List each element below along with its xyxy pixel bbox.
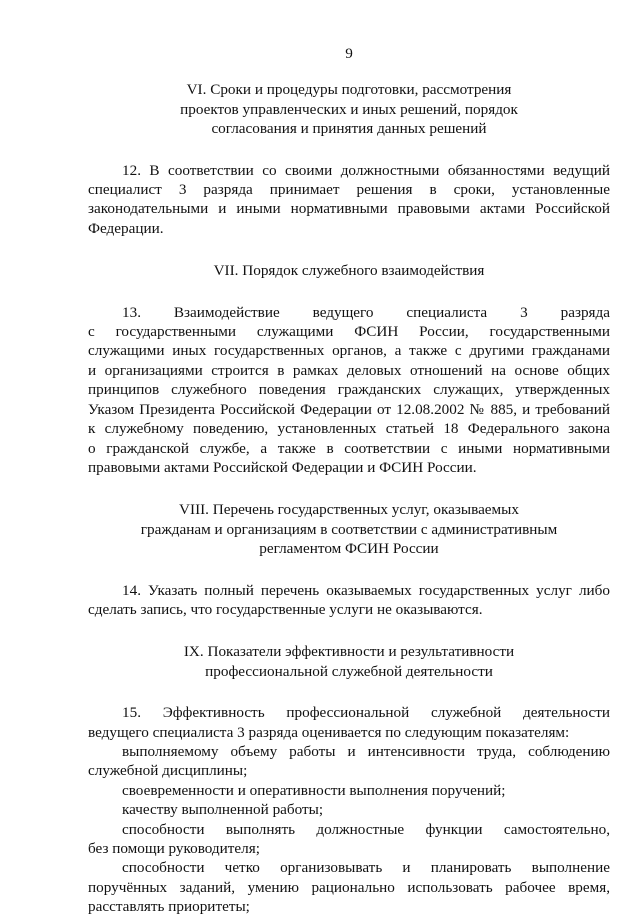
list-item [88, 858, 610, 916]
section-6-heading [88, 80, 610, 138]
paragraph-line: качеству выполненной работы; [122, 801, 324, 819]
paragraph-line: законодательными и иными нормативными правовыми актами Российской [88, 200, 610, 218]
list-item [88, 820, 610, 859]
heading-line: IX. Показатели эффективности и результативности [183, 643, 515, 661]
heading-line: регламентом ФСИН России [259, 540, 439, 558]
paragraph-line: Федерации. [88, 219, 164, 237]
paragraph-line: 13. Взаимодействие ведущего специалиста 3 разряда [122, 303, 610, 321]
paragraph-14 [88, 581, 610, 620]
paragraph-line: служащими иных государственных органов, а также с другими гражданами [88, 342, 610, 360]
paragraph-line: расставлять приоритеты; [88, 898, 250, 916]
heading-line: согласования и принятия данных решений [211, 120, 487, 138]
section-7-heading [88, 261, 610, 280]
heading-line: гражданам и организациям в соответствии с административным [140, 520, 558, 538]
page-number: 9 [345, 45, 353, 62]
list-item [88, 800, 610, 819]
paragraph-line: 15. Эффективность профессиональной служебной деятельности [122, 704, 610, 722]
paragraph-line: сделать запись, что государственные услуги не оказываются. [88, 600, 483, 618]
paragraph-line: способности выполнять должностные функции самостоятельно, [122, 820, 610, 838]
paragraph-line: ведущего специалиста 3 разряда оценивается по следующим показателям: [88, 723, 570, 741]
paragraph-line: с государственными служащими ФСИН России, государственными [88, 323, 610, 341]
paragraph-line: без помощи руководителя; [88, 840, 260, 857]
paragraph-line: 12. В соответствии со своими должностными обязанностями ведущий [122, 161, 610, 179]
paragraph-15 [88, 703, 610, 742]
paragraph-line: поручённых заданий, умению рационально использовать рабочее время, [88, 878, 610, 896]
paragraph-line: правовыми актами Российской Федерации и ФСИН России. [88, 458, 477, 476]
paragraph-line: и организациями строится в рамках деловых отношений на основе общих [88, 361, 610, 379]
paragraph-12 [88, 161, 610, 239]
heading-line: проектов управленческих и иных решений, порядок [180, 100, 518, 118]
paragraph-line: 14. Указать полный перечень оказываемых государственных услуг либо [122, 581, 610, 599]
paragraph-line: служебной дисциплины; [88, 762, 248, 780]
paragraph-line: специалист 3 разряда принимает решения в сроки, установленные [88, 181, 610, 199]
heading-line: VII. Порядок служебного взаимодействия [213, 262, 485, 280]
paragraph-line: принципов служебного поведения гражданских служащих, утвержденных [88, 381, 610, 399]
paragraph-line: о гражданской службе, а также в соответствии с иными нормативными [88, 439, 610, 457]
list-item [88, 742, 610, 781]
paragraph-line: своевременности и оперативности выполнения поручений; [122, 781, 506, 799]
paragraph-line: к служебному поведению, установленных статьей 18 Федерального закона [88, 420, 610, 438]
paragraph-line: Указом Президента Российской Федерации от 12.08.2002 № 885, и требований [88, 400, 610, 418]
paragraph-line: способности четко организовывать и планировать выполнение [122, 859, 610, 877]
section-8-heading [88, 500, 610, 558]
list-item [88, 781, 610, 800]
paragraph-line: выполняемому объему работы и интенсивности труда, соблюдению [122, 742, 610, 760]
paragraph-13 [88, 303, 610, 478]
heading-line: профессиональной служебной деятельности [205, 662, 493, 680]
heading-line: VI. Сроки и процедуры подготовки, рассмотрения [186, 81, 512, 99]
section-9-heading [88, 642, 610, 681]
heading-line: VIII. Перечень государственных услуг, оказываемых [179, 501, 519, 519]
